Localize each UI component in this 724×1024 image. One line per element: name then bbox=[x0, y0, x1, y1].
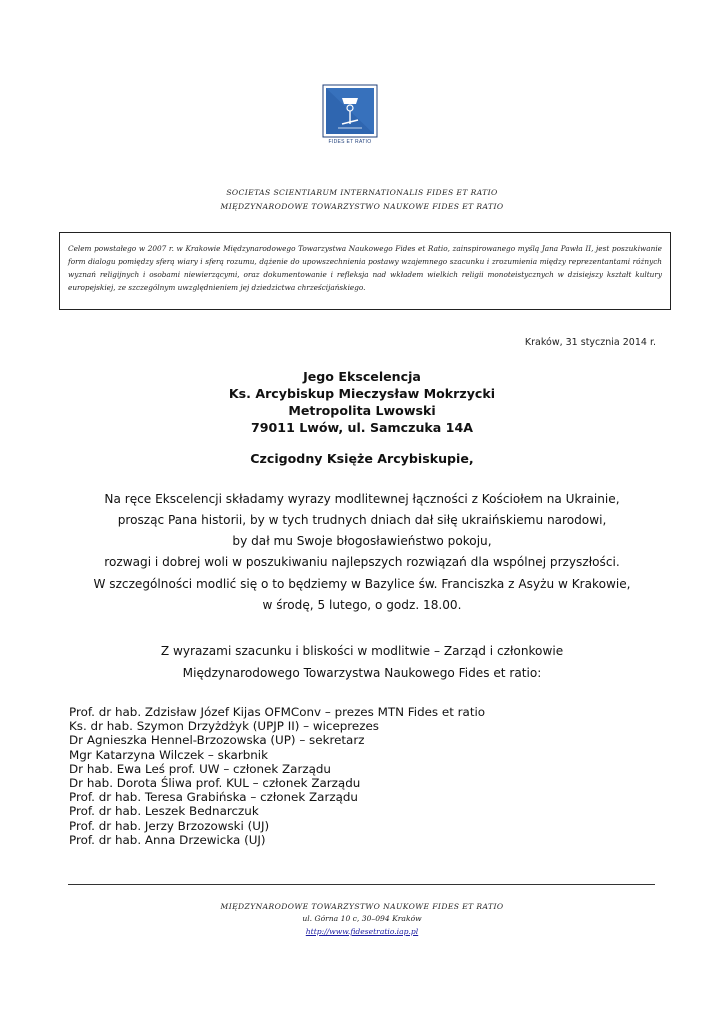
society-name-polish: MIĘDZYNARODOWE TOWARZYSTWO NAUKOWE FIDES ET RATIO bbox=[220, 202, 504, 211]
member-item: Dr hab. Ewa Leś prof. UW – członek Zarządu bbox=[69, 761, 331, 776]
member-item: Dr hab. Dorota Śliwa prof. KUL – członek Zarządu bbox=[69, 776, 361, 791]
member-list bbox=[69, 705, 485, 847]
about-box bbox=[59, 232, 671, 310]
member-item: Prof. dr hab. Jerzy Brzozowski (UJ) bbox=[69, 818, 270, 833]
letter-greeting: Czcigodny Księże Arcybiskupie, bbox=[250, 451, 474, 466]
footer-address: ul. Górna 10 c, 30–094 Kraków bbox=[302, 914, 422, 923]
society-name-latin: SOCIETAS SCIENTIARUM INTERNATIONALIS FIDES ET RATIO bbox=[226, 188, 498, 197]
body-line: prosząc Pana historii, by w tych trudnych dniach dał siłę ukraińskiemu narodowi, bbox=[117, 513, 607, 527]
member-item: Ks. dr hab. Szymon Drzyżdżyk (UPJP II) – wiceprezes bbox=[69, 719, 380, 734]
member-item: Prof. dr hab. Zdzisław Józef Kijas OFMConv – prezes MTN Fides et ratio bbox=[69, 705, 486, 719]
addressee-line: Metropolita Lwowski bbox=[288, 403, 436, 418]
about-text: Celem powstałego w 2007 r. w Krakowie Międzynarodowego Towarzystwa Naukowego Fides et Ratio, zainspirowanego myślą Jana Pawła II, jest poszukiwanie form dialogu pomiędzy sferą wiary i sferą rozumu, dążenie do upowszechnienia postawy wzajemnego szacunku i zrozumienia między reprezentantami różnych wyznań religijnych i osobami niewierzącymi, oraz dokumentowanie i refleksja nad wkładem wielkich religii monoteistycznych w dzisiejszy kształt kultury europejskiej, ze szczególnym uwzględnieniem jej dziedzictwa chrześcijańskiego. bbox=[68, 244, 662, 293]
member-item: Mgr Katarzyna Wilczek – skarbnik bbox=[69, 747, 268, 762]
body-line: Na ręce Ekscelencji składamy wyrazy modlitewnej łączności z Kościołem na Ukrainie, bbox=[104, 492, 620, 506]
logo-caption: FIDES ET RATIO bbox=[328, 139, 372, 145]
closing-line: Międzynarodowego Towarzystwa Naukowego Fides et ratio: bbox=[182, 666, 542, 680]
addressee-line: Jego Ekscelencja bbox=[303, 369, 421, 384]
footer-org-name: MIĘDZYNARODOWE TOWARZYSTWO NAUKOWE FIDES ET RATIO bbox=[220, 902, 504, 911]
member-item: Prof. dr hab. Leszek Bednarczuk bbox=[69, 804, 259, 819]
closing-line: Z wyrazami szacunku i bliskości w modlitwie – Zarząd i członkowie bbox=[160, 644, 564, 658]
body-line: by dał mu Swoje błogosławieństwo pokoju, bbox=[232, 534, 492, 548]
addressee-line: Ks. Arcybiskup Mieczysław Mokrzycki bbox=[228, 386, 496, 401]
footer-divider bbox=[68, 884, 655, 885]
member-item: Dr Agnieszka Hennel-Brzozowska (UP) – sekretarz bbox=[69, 733, 365, 748]
body-line: W szczególności modlić się o to będziemy w Bazylice św. Franciszka z Asyżu w Krakowie, bbox=[93, 577, 631, 591]
member-item: Prof. dr hab. Teresa Grabińska – członek Zarządu bbox=[69, 790, 358, 805]
member-item: Prof. dr hab. Anna Drzewicka (UJ) bbox=[69, 832, 266, 847]
footer-website-link[interactable]: http://www.fidesetratio.iap.pl bbox=[305, 927, 419, 936]
addressee-line: 79011 Lwów, ul. Samczuka 14A bbox=[251, 420, 473, 435]
letter-date: Kraków, 31 stycznia 2014 r. bbox=[524, 337, 656, 348]
body-line: rozwagi i dobrej woli w poszukiwaniu najlepszych rozwiązań dla wspólnej przyszłości. bbox=[104, 555, 620, 569]
body-line: w środę, 5 lutego, o godz. 18.00. bbox=[262, 598, 462, 612]
